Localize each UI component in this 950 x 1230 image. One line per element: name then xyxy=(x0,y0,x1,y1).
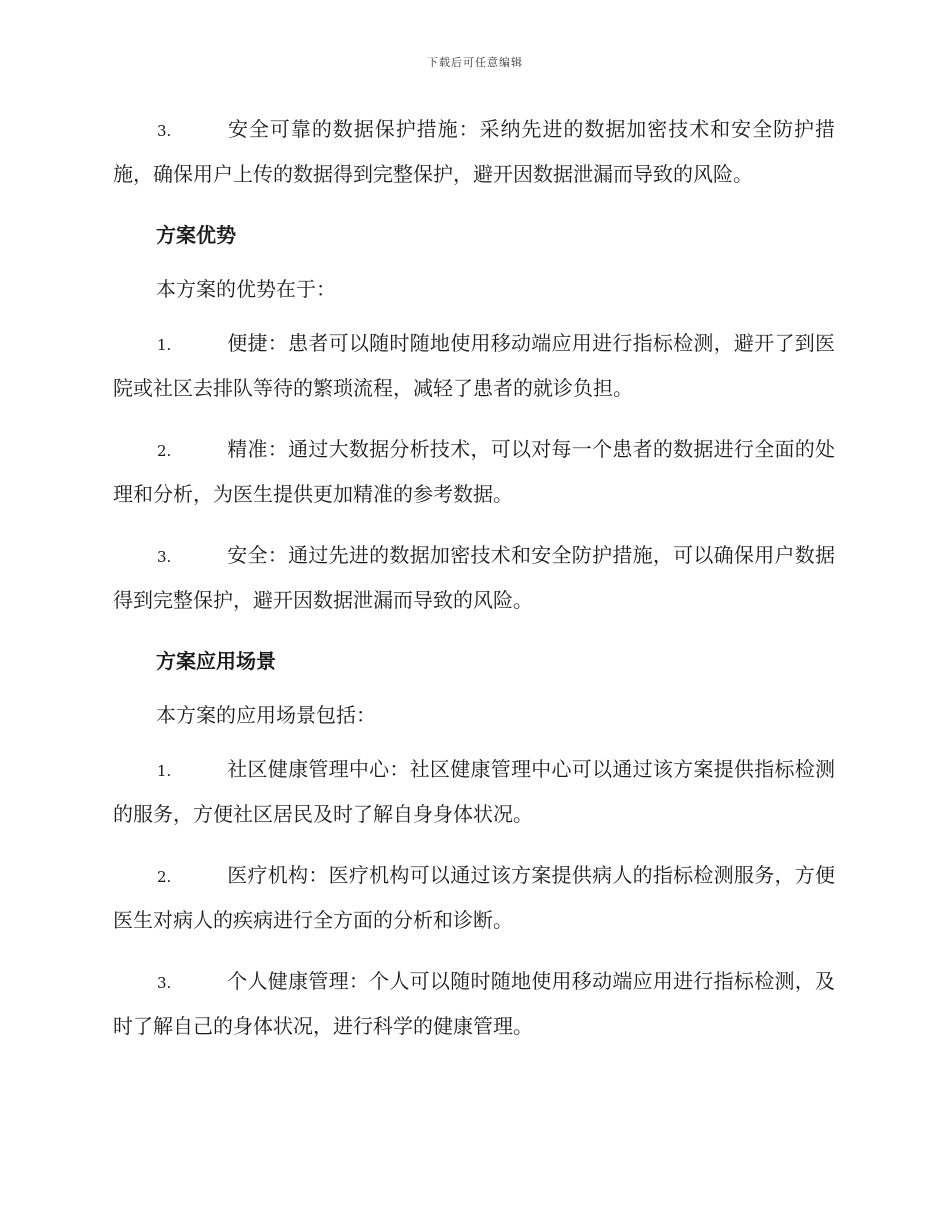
list-number: 1. xyxy=(157,336,172,354)
list-number: 2. xyxy=(157,442,172,460)
list-item xyxy=(113,108,835,196)
list-text: 个人健康管理：个人可以随时随地使用移动端应用进行指标检测，及时了解自己的身体状况，进行科学的健康管理。 xyxy=(113,969,835,1038)
paragraph: 本方案的应用场景包括： xyxy=(156,703,376,727)
document-body xyxy=(113,108,835,1066)
list-number: 2. xyxy=(157,868,172,886)
list-text: 医疗机构：医疗机构可以通过该方案提供病人的指标检测服务，方便医生对病人的疾病进行全方面的分析和诊断。 xyxy=(113,863,835,932)
paragraph: 本方案的优势在于： xyxy=(156,277,336,301)
list-text: 精准：通过大数据分析技术，可以对每一个患者的数据进行全面的处理和分析，为医生提供更加精准的参考数据。 xyxy=(113,437,835,506)
list-item xyxy=(113,322,835,410)
list-number: 1. xyxy=(157,762,172,780)
list-item xyxy=(113,534,835,622)
list-number: 3. xyxy=(157,122,172,140)
list-item xyxy=(113,854,835,942)
list-text: 便捷：患者可以随时随地使用移动端应用进行指标检测，避开了到医院或社区去排队等待的繁琐流程，减轻了患者的就诊负担。 xyxy=(113,331,835,400)
list-item xyxy=(113,960,835,1048)
list-item xyxy=(113,428,835,516)
header-note: 下载后可任意编辑 xyxy=(427,56,523,69)
section-heading: 方案优势 xyxy=(156,223,236,247)
list-number: 3. xyxy=(157,974,172,992)
section-heading: 方案应用场景 xyxy=(156,649,276,673)
list-number: 3. xyxy=(157,548,172,566)
list-text: 社区健康管理中心：社区健康管理中心可以通过该方案提供指标检测的服务，方便社区居民及时了解自身身体状况。 xyxy=(113,757,835,826)
list-text: 安全：通过先进的数据加密技术和安全防护措施，可以确保用户数据得到完整保护，避开因数据泄漏而导致的风险。 xyxy=(113,543,835,612)
list-item xyxy=(113,748,835,836)
list-text: 安全可靠的数据保护措施：采纳先进的数据加密技术和安全防护措施，确保用户上传的数据得到完整保护，避开因数据泄漏而导致的风险。 xyxy=(113,117,835,186)
